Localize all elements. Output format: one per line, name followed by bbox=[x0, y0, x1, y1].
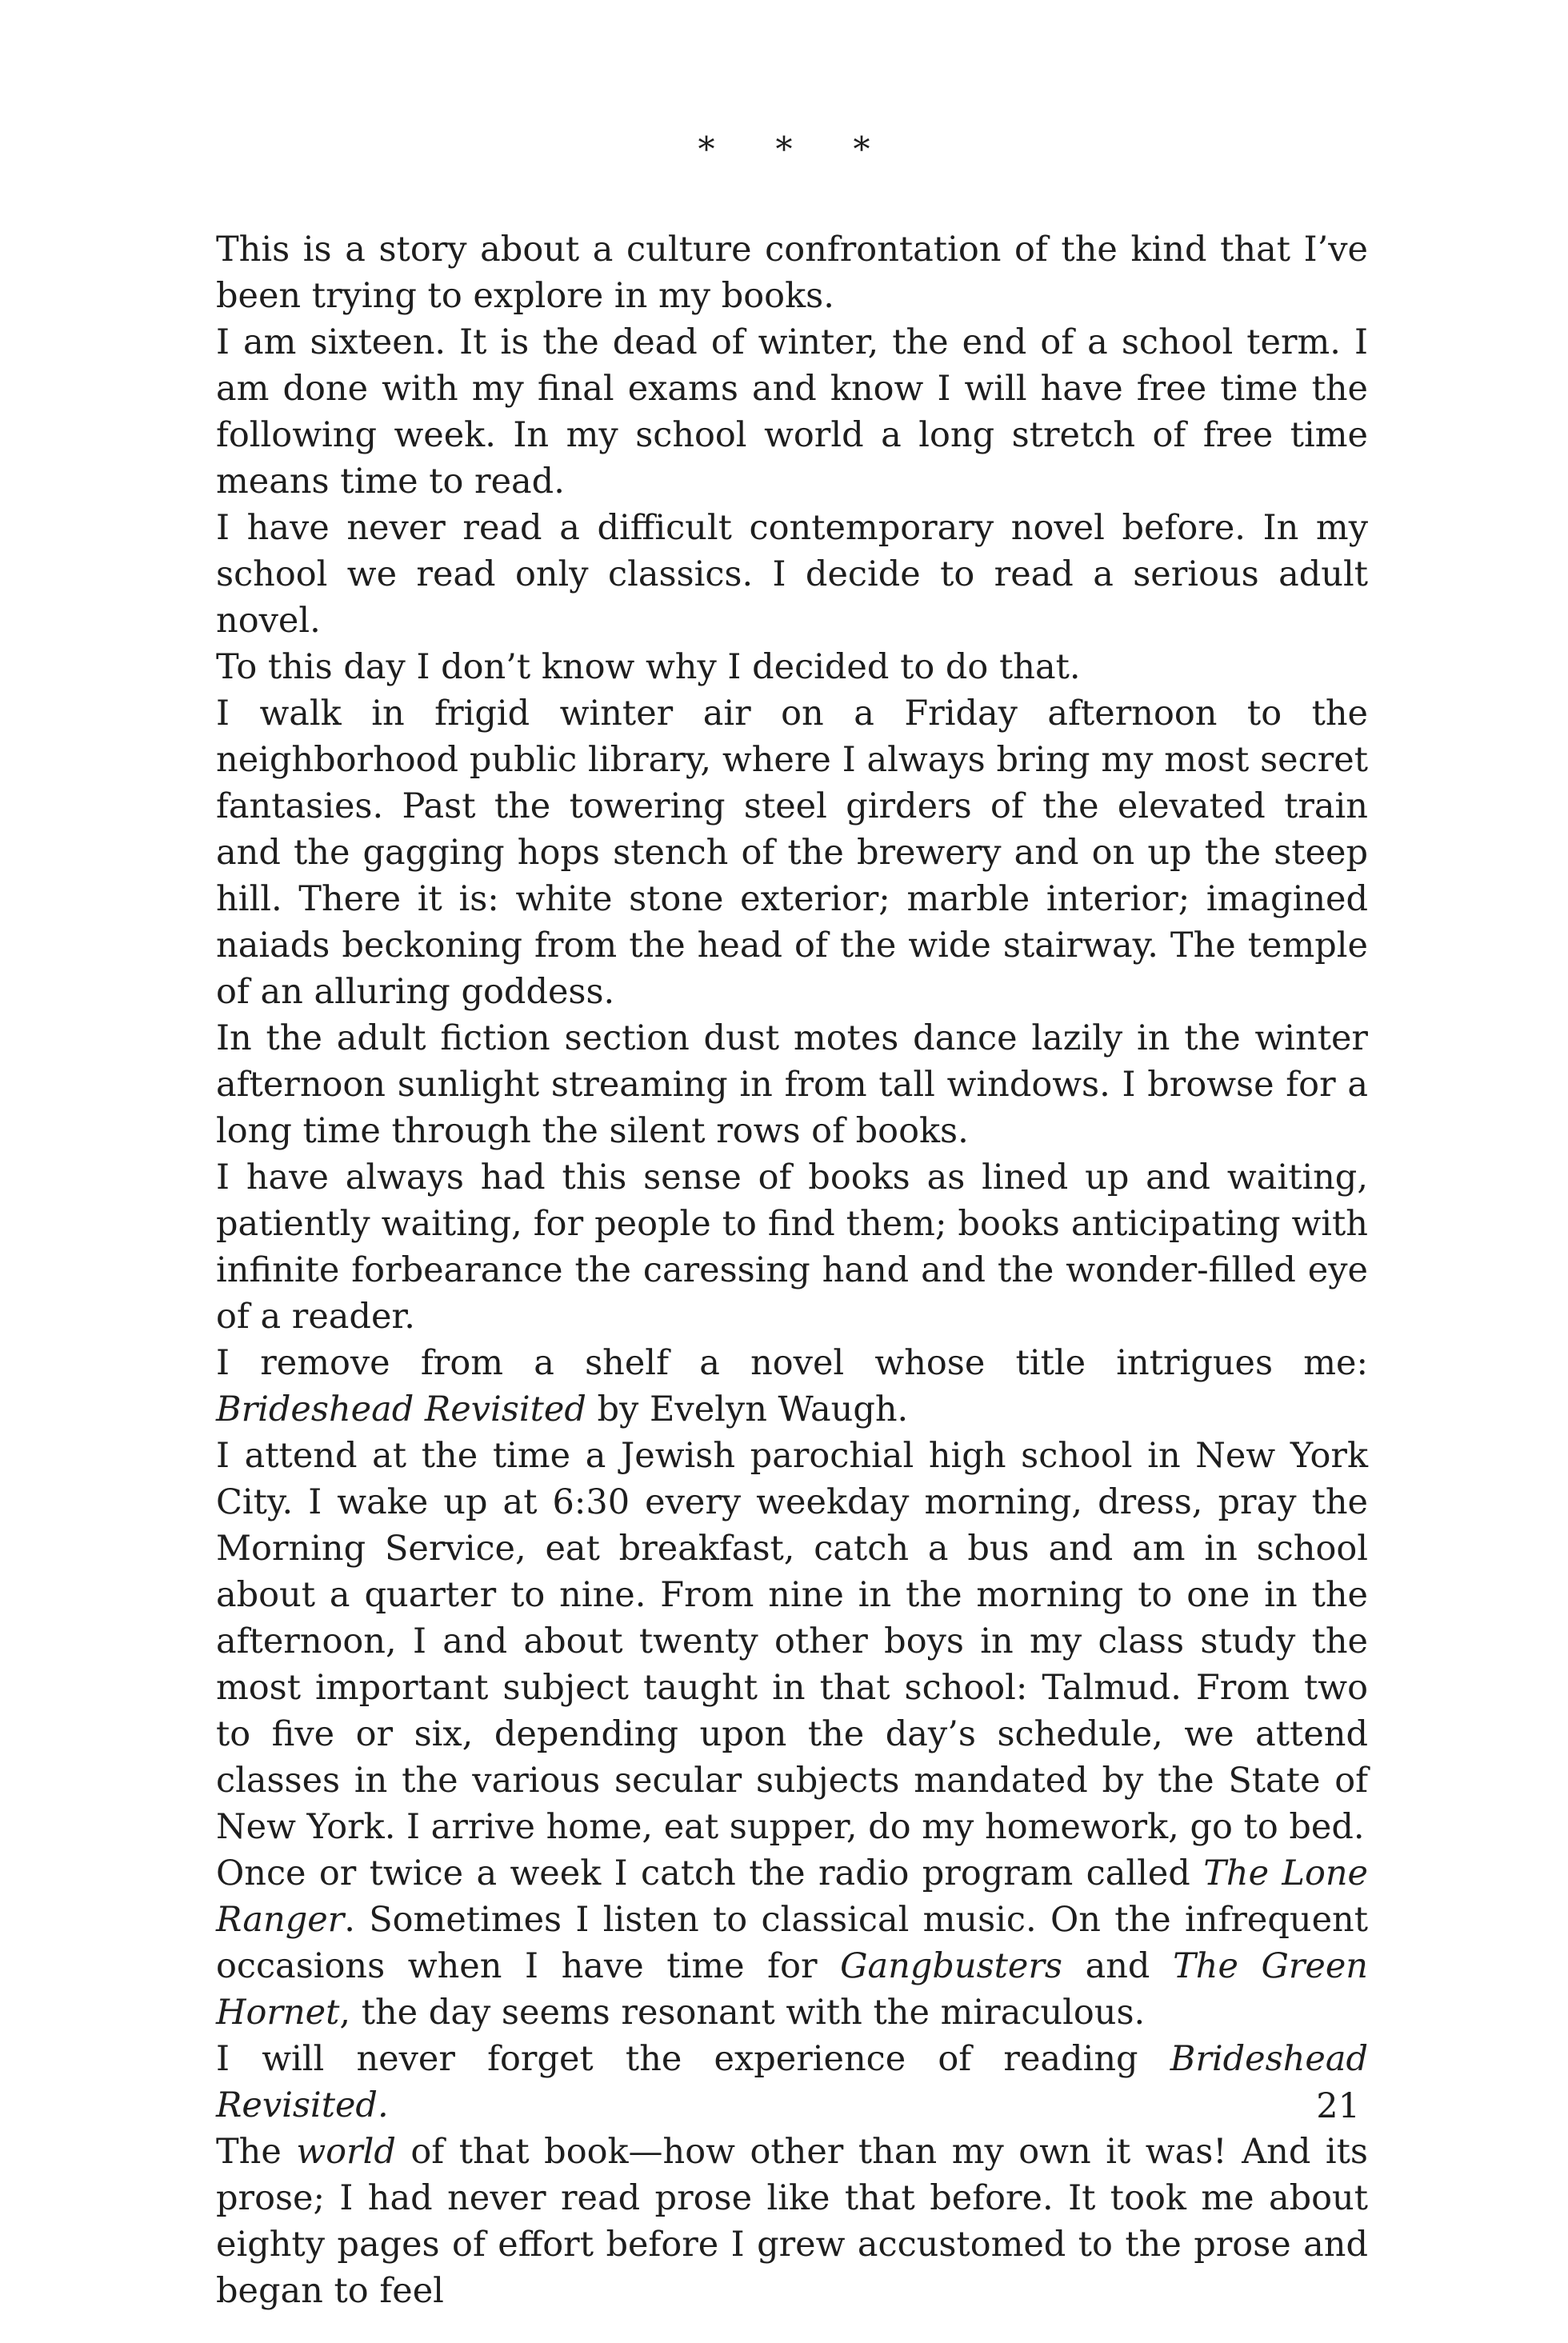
italic-title: Brideshead Revisited bbox=[216, 1389, 586, 1429]
section-break-asterisks bbox=[0, 130, 1568, 169]
asterisk: * bbox=[775, 130, 793, 169]
text-run: I have never read a difficult contemporary novel before. In my school we read only classics. I decide to read a serious adult novel. bbox=[216, 508, 1368, 641]
text-run: I am sixteen. It is the dead of winter, the end of a school term. I am done with my final exams and know I will have free time the following week. In my school world a long stretch of free time means time to read. bbox=[216, 322, 1368, 502]
text-run: The bbox=[216, 2132, 297, 2172]
paragraph bbox=[216, 1015, 1368, 1154]
italic-title: The Lone Ranger bbox=[216, 1853, 1369, 1940]
text-run: I have always had this sense of books as lined up and waiting, patiently waiting, for people to find them; books anticipating with infinite forbearance the caressing hand and the wonder-filled eye of a reader. bbox=[216, 1158, 1368, 1337]
paragraph bbox=[216, 1850, 1368, 2036]
text-run: To this day I don’t know why I decided to do that. bbox=[216, 647, 1081, 687]
paragraph bbox=[216, 690, 1368, 1015]
italic-title: The Green Hornet bbox=[216, 1946, 1369, 2033]
body-text bbox=[216, 226, 1368, 2314]
text-run: of that book—how other than my own it was! And its prose; I had never read prose like that before. It took me about eighty pages of effort before I grew accustomed to the prose and began to feel bbox=[216, 2132, 1368, 2311]
paragraph bbox=[216, 226, 1368, 319]
paragraph bbox=[216, 2036, 1368, 2129]
paragraph bbox=[216, 1433, 1368, 1850]
text-run: I walk in frigid winter air on a Friday afternoon to the neighborhood public library, where I always bring my most secret fantasies. Past the towering steel girders of the elevated train and the gagging hops stench of the brewery and on up the steep hill. There it is: white stone exterior; marble interior; imagined naiads beckoning from the head of the wide stairway. The temple of an alluring goddess. bbox=[216, 694, 1368, 1012]
asterisk: * bbox=[698, 130, 715, 169]
text-run: and bbox=[1062, 1946, 1174, 1986]
text-run: Once or twice a week I catch the radio program called bbox=[216, 1853, 1204, 1893]
italic-title: Brideshead Revisited. bbox=[216, 2039, 1368, 2125]
text-run: I attend at the time a Jewish parochial high school in New York City. I wake up at 6:30 every weekday morning, dress, pray the Morning Service, eat breakfast, catch a bus and am in school about a quarter to nine. From nine in the morning to one in the afternoon, I and about twenty other boys in my class study the most important subject taught in that school: Talmud. From two to five or six, depending upon the day’s schedule, we attend classes in the various secular subjects mandated by the State of New York. I arrive home, eat supper, do my homework, go to bed. bbox=[216, 1436, 1368, 1847]
text-run: by Evelyn Waugh. bbox=[586, 1389, 909, 1429]
paragraph bbox=[216, 2129, 1368, 2314]
paragraph bbox=[216, 505, 1368, 644]
italic-title: Gangbusters bbox=[840, 1946, 1062, 1986]
text-run: This is a story about a culture confrontation of the kind that I’ve been trying to explore in my books. bbox=[216, 230, 1368, 316]
paragraph bbox=[216, 1340, 1368, 1433]
paragraph bbox=[216, 1154, 1368, 1340]
italic-title: world bbox=[296, 2132, 396, 2172]
text-run: , the day seems resonant with the miraculous. bbox=[339, 1993, 1146, 2033]
text-run: . Sometimes I listen to classical music. On the infrequent occasions when I have time for bbox=[216, 1900, 1368, 1986]
text-run: I will never forget the experience of reading bbox=[216, 2039, 1170, 2079]
paragraph bbox=[216, 319, 1368, 505]
page-number: 21 bbox=[1316, 2086, 1360, 2126]
asterisk: * bbox=[853, 130, 870, 169]
text-run: I remove from a shelf a novel whose title intrigues me: bbox=[216, 1343, 1368, 1383]
paragraph bbox=[216, 644, 1368, 690]
text-run: In the adult fiction section dust motes dance lazily in the winter afternoon sunlight streaming in from tall windows. I browse for a long time through the silent rows of books. bbox=[216, 1018, 1368, 1151]
